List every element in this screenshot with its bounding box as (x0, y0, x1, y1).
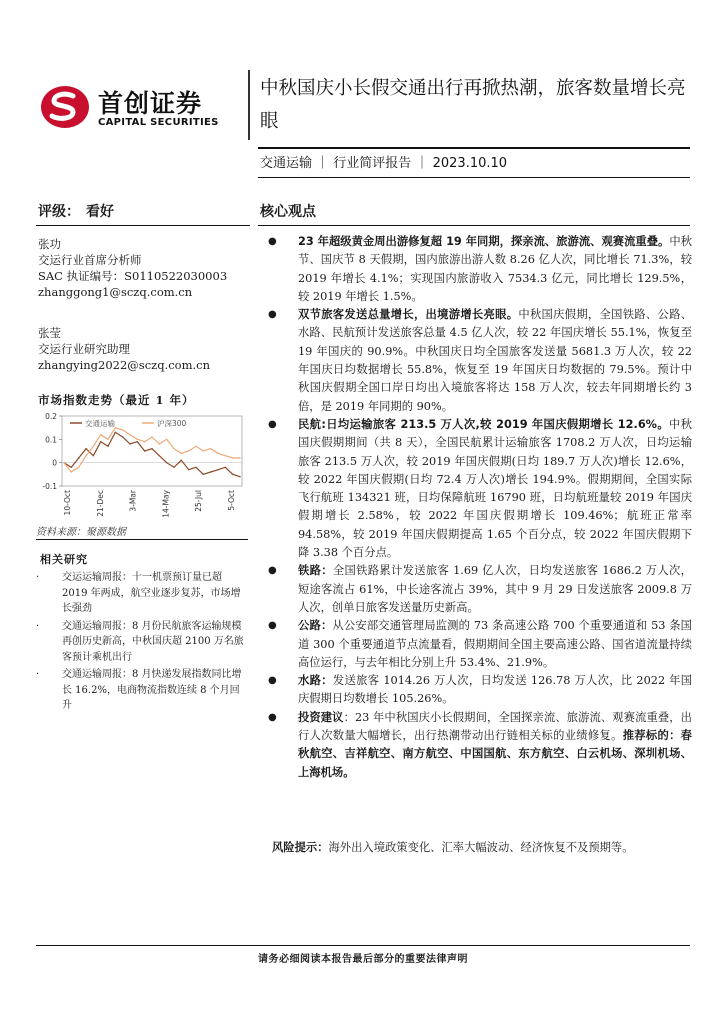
data-point (115, 432, 116, 433)
data-point (232, 457, 233, 458)
x-tick-label: 10-Oct (63, 490, 72, 516)
data-point (100, 441, 101, 442)
legal-footer[interactable]: 请务必细阅读本报告最后部分的重要法律声明 (258, 954, 468, 965)
data-point (188, 450, 189, 451)
data-point (63, 462, 64, 463)
analyst-role: 交运行业首席分析师 (38, 253, 142, 267)
data-point (159, 443, 160, 444)
x-tick-label: 3-Mar (128, 490, 138, 512)
data-point (166, 462, 167, 463)
y-tick-label: -0.1 (42, 482, 57, 491)
data-point (78, 467, 79, 468)
data-point (137, 441, 138, 442)
data-point (71, 471, 72, 472)
chart-title: 市场指数走势（最近 1 年） (38, 393, 195, 407)
data-point (93, 446, 94, 447)
data-point (107, 446, 108, 447)
title-rule (258, 147, 690, 149)
report-date: 2023.10.10 (432, 156, 508, 171)
related-research-item[interactable]: · 交通运输周报：8 月快递发展指数同比增长 16.2%，电商物流指数连续 8 个月回升 (36, 669, 242, 711)
report-subheader: 交通运输 ｜ 行业简评报告 ｜ 2023.10.10 (260, 156, 508, 171)
data-point (217, 453, 218, 454)
data-point (210, 448, 211, 449)
data-point (137, 439, 138, 440)
data-point (195, 446, 196, 447)
data-point (181, 460, 182, 461)
data-point (100, 434, 101, 435)
company-logo (40, 78, 240, 134)
risk-label: 风险提示： (272, 841, 329, 854)
y-tick-label: 0 (52, 458, 57, 468)
data-point (129, 443, 130, 444)
core-point: ● 双节旅客发送总量增长，出境游增长亮眼。中秋国庆假期，全国铁路、公路、水路、民航预计发送旅客总量 4.5 亿人次，较 22 年国庆增长 55.1%，恢复至 19 年国庆的 90.9%。中秋国庆日均全国旅客发送量 5681.3 万人次，较 22 年国庆日均数据增长 55.8%，恢复至 19 年国庆日均数据的 79.5%。预计中秋国庆假期全国口岸日均出入境旅客将达 158 万人次，较去年同期增长约 3 倍，是 2019 年同期的 90%。 (268, 308, 692, 413)
series-line-transport (64, 432, 240, 476)
brand-name-cn: 首创证券 (98, 89, 203, 118)
analyst-email[interactable]: zhangying2022@sczq.com.cn (38, 358, 210, 372)
report-type-label: 行业简评报告 (333, 156, 412, 171)
x-tick-label: 5-Oct (227, 490, 236, 511)
brand-name-en: CAPITAL SECURITIES (98, 117, 219, 128)
footer-rule (36, 945, 690, 946)
core-points (268, 233, 692, 782)
core-point: ● 水路：发送旅客 1014.26 万人次，日均发送 126.78 万人次，比 2022 年国庆假期日均数增长 105.26%。 (268, 674, 692, 706)
data-point (85, 448, 86, 449)
related-research-list (34, 570, 248, 716)
header-divider (248, 70, 250, 140)
series-line-csi300 (64, 428, 240, 472)
bullet-icon: ● (268, 236, 277, 247)
data-point (173, 448, 174, 449)
data-point (144, 450, 145, 451)
core-point: ● 公路：从公安部交通管理局监测的 73 条高速公路 700 个重要通道和 53 条国道 300 个重要通道节点流量看，假期期间全国主要高速公路、国省道流量持续高位运行，与去年相比分别上升 53.4%、21.9%。 (268, 619, 692, 669)
analyst-name: 张功 (38, 237, 61, 251)
data-point (188, 469, 189, 470)
core-point: ● 民航:日均运输旅客 213.5 万人次,较 2019 年国庆假期增长 12.6%。中秋国庆假期期间（共 8 天），全国民航累计运输旅客 1708.2 万人次，日均运输旅客 213.5 万人次，较 2019 年国庆假期(日均 189.7 万人次)增长 12.6%，较 2022 年国庆假期(日均 72.4 万人次)增长 194.9%。假期期间，全国实际飞行航班 134321 班，日均保障航班 16790 班，日均航班量较 2019 年国庆假期增长 2.58%，较 2022 年国庆假期增长 109.46%；航班正常率 94.58%，较 2019 年国庆假期提高 1.65 个百分点，较 2022 年国庆假期下降 3.38 个百分点。 (268, 417, 692, 560)
legend-label: 沪深300 (157, 419, 187, 428)
data-point (166, 439, 167, 440)
data-point (159, 455, 160, 456)
x-tick-label: 25-Jul (194, 490, 204, 512)
data-point (225, 455, 226, 456)
core-view-title: 核心观点 (260, 204, 316, 220)
data-point (144, 441, 145, 442)
rating-label: 评级： (38, 204, 80, 220)
analyst-card (38, 325, 210, 373)
related-research-item[interactable]: · 交运运输周报：十一机票预订量已超 2019 年两成，航空业逐步复苏，市场增长强劲 (36, 572, 241, 614)
bullet-icon: ● (268, 711, 277, 723)
chart-source: 资料来源：聚源数据 (36, 527, 126, 538)
y-tick-label: 0.2 (45, 412, 57, 421)
data-point (173, 467, 174, 468)
data-point (151, 448, 152, 449)
data-point (239, 476, 240, 477)
rating-value: 看好 (86, 204, 114, 220)
data-point (239, 457, 240, 458)
core-point: ● 投资建议：23 年中秋国庆小长假期间，全国探亲流、旅游流、观赛流重叠，出行人次数量大幅增长，出行热潮带动出行链相关标的业绩修复。推荐标的：春秋航空、吉祥航空、南方航空、中国国航、东方航空、白云机场、深圳机场、上海机场。 (268, 710, 692, 779)
data-point (78, 457, 79, 458)
bullet-icon: ● (268, 418, 277, 430)
y-tick-label: 0.1 (45, 435, 57, 445)
rating (38, 201, 114, 221)
data-point (203, 474, 204, 475)
analyst-card (38, 236, 227, 300)
data-point (129, 434, 130, 435)
data-point (122, 429, 123, 430)
right-rule (258, 225, 690, 226)
data-point (203, 450, 204, 451)
analyst-email[interactable]: zhanggong1@sczq.com.cn (38, 285, 193, 299)
core-point: ● 铁路：全国铁路累计发送旅客 1.69 亿人次，日均发送旅客 1686.2 万人次，短途客流占 61%，中长途客流占 39%，其中 9 月 29 日发送旅客 2009.8 万人次，创单日旅客发送量历史新高。 (268, 564, 692, 614)
related-research-title: 相关研究 (40, 553, 88, 566)
capital-securities-logo-icon (40, 84, 90, 130)
report-title: 中秋国庆小长假交通出行再掀热潮，旅客数量增长亮眼 (260, 78, 686, 132)
bullet-icon: ● (268, 620, 277, 632)
legend-label: 交通运输 (85, 419, 115, 428)
data-point (122, 436, 123, 437)
bullet-icon: ● (268, 565, 277, 577)
data-point (195, 467, 196, 468)
analyst-sac: SAC 执证编号：S0110522030003 (38, 269, 228, 283)
market-index-chart (36, 408, 248, 518)
bullet-icon: ● (268, 675, 277, 687)
data-point (181, 453, 182, 454)
x-tick-label: 21-Dec (95, 490, 105, 517)
left-rule (36, 225, 250, 226)
data-point (93, 455, 94, 456)
analyst-role: 交运行业研究助理 (38, 342, 130, 356)
data-point (71, 467, 72, 468)
data-point (151, 436, 152, 437)
data-point (217, 469, 218, 470)
analyst-name: 张莹 (38, 326, 61, 340)
sector-label: 交通运输 (260, 156, 313, 171)
data-point (210, 471, 211, 472)
data-point (107, 439, 108, 440)
risk-warning (272, 839, 692, 857)
data-point (232, 474, 233, 475)
risk-text: 海外出入境政策变化、汇率大幅波动、经济恢复不及预期等。 (328, 841, 634, 854)
x-tick-label: 14-May (161, 490, 171, 518)
subheader-rule (258, 177, 690, 178)
bullet-icon: ● (268, 309, 277, 321)
source-rule (36, 539, 248, 540)
data-point (225, 467, 226, 468)
data-point (85, 455, 86, 456)
related-research-item[interactable]: · 交通运输周报：8 月份民航旅客运输规模再创历史新高，中秋国庆超 2100 万名旅客预计乘机出行 (36, 620, 244, 663)
core-point: ● 23 年超级黄金周出游修复超 19 年同期，探亲流、旅游流、观赛流重叠。中秋节、国庆节 8 天假期，国内旅游出游人数 8.26 亿人次，同比增长 71.3%，较 2019 年增长 4.1%；实现国内旅游收入 7534.3 亿元，同比增长 129.5%，较 2019 年增长 1.5%。 (268, 235, 692, 303)
